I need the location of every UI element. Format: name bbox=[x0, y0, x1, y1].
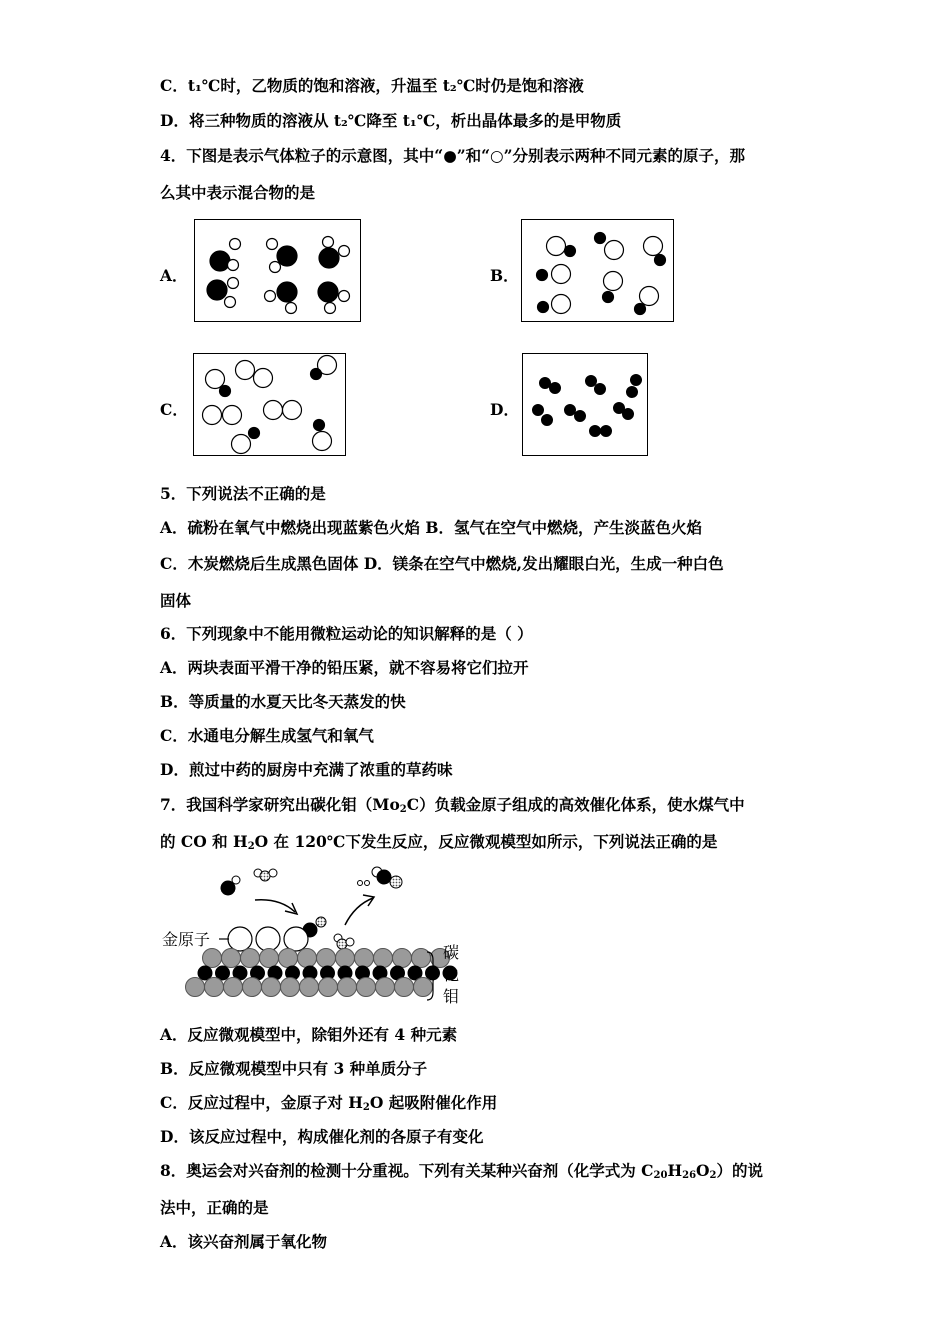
q7-option-d: D．该反应过程中，构成催化剂的各原子有变化 bbox=[160, 1127, 484, 1146]
molybdenum-atom bbox=[338, 978, 357, 997]
gold-atom-label: 金原子 bbox=[162, 930, 211, 949]
q5-options-cd: C．木炭燃烧后生成黑色固体 D．镁条在空气中燃烧,发出耀眼白光，生成一种白色 bbox=[160, 554, 724, 573]
molybdenum-atom bbox=[222, 949, 241, 968]
q4-stem-line2: 么其中表示混合物的是 bbox=[160, 183, 316, 202]
molecule-diagram-b bbox=[522, 220, 675, 323]
molybdenum-atom bbox=[412, 949, 431, 968]
q4-figure-d bbox=[522, 353, 648, 456]
molybdenum-atom bbox=[393, 949, 412, 968]
q3-option-d: D．将三种物质的溶液从 t₂℃降至 t₁℃，析出晶体最多的是甲物质 bbox=[160, 111, 622, 130]
q7-reaction-model-figure bbox=[155, 860, 475, 1014]
molybdenum-atom bbox=[336, 949, 355, 968]
q4-stem-line1: 4．下图是表示气体粒子的示意图，其中“●”和“○”分别表示两种不同元素的原子，那 bbox=[160, 146, 745, 165]
molybdenum-atom bbox=[262, 978, 281, 997]
molybdenum-atom bbox=[243, 978, 262, 997]
molybdenum-atom bbox=[376, 978, 395, 997]
molecule-diagram-d bbox=[523, 354, 649, 457]
molybdenum-atom bbox=[300, 978, 319, 997]
molybdenum-atom bbox=[357, 978, 376, 997]
molybdenum-atom bbox=[279, 949, 298, 968]
molybdenum-atom bbox=[281, 978, 300, 997]
q7-option-a: A．反应微观模型中，除钼外还有 4 种元素 bbox=[160, 1025, 458, 1044]
molybdenum-atom bbox=[414, 978, 433, 997]
q7-stem-line1: 7．我国科学家研究出碳化钼$(Mo_2C)$负载金原子组成的高效催化体系，使水煤气中 bbox=[160, 795, 745, 815]
q3-option-c: C．t₁℃时，乙物质的饱和溶液，升温至 t₂℃时仍是饱和溶液 bbox=[160, 76, 584, 95]
q8-option-a: A．该兴奋剂属于氧化物 bbox=[160, 1232, 328, 1251]
molybdenum-atom bbox=[319, 978, 338, 997]
q8-stem-line2: 法中，正确的是 bbox=[160, 1198, 269, 1217]
molecule-diagram-a bbox=[195, 220, 362, 323]
molybdenum-atom bbox=[224, 978, 243, 997]
mo-label-char1: 碳 bbox=[443, 943, 460, 962]
q7-option-c: C．反应过程中，金原子对 $H_2O$ 起吸附催化作用 bbox=[160, 1093, 498, 1113]
molybdenum-atom bbox=[205, 978, 224, 997]
molybdenum-atom bbox=[260, 949, 279, 968]
q4-label-d: D． bbox=[490, 400, 519, 419]
catalyst-diagram bbox=[155, 860, 475, 1010]
q6-option-c: C．水通电分解生成氢气和氧气 bbox=[160, 726, 374, 745]
molybdenum-atom bbox=[317, 949, 336, 968]
molybdenum-atom bbox=[186, 978, 205, 997]
molybdenum-atom bbox=[374, 949, 393, 968]
molecule-diagram-c bbox=[194, 354, 347, 457]
q4-figure-a bbox=[194, 219, 361, 322]
q8-stem-line1: 8．奥运会对兴奋剂的检测十分重视。下列有关某种兴奋剂（化学式为 $C_{20}H_{26}O_2$）的说 bbox=[160, 1161, 764, 1181]
q7-option-b: B．反应微观模型中只有 3 种单质分子 bbox=[160, 1059, 428, 1078]
q6-option-b: B．等质量的水夏天比冬天蒸发的快 bbox=[160, 692, 406, 711]
q6-stem: 6．下列现象中不能用微粒运动论的知识解释的是（ ） bbox=[160, 624, 533, 643]
q6-option-d: D．煎过中药的厨房中充满了浓重的草药味 bbox=[160, 760, 453, 779]
mo-label-char3: 钼 bbox=[443, 987, 460, 1006]
molybdenum-atom bbox=[355, 949, 374, 968]
molybdenum-atom bbox=[298, 949, 317, 968]
molybdenum-atom bbox=[395, 978, 414, 997]
mo-label-char2: 化 bbox=[443, 965, 460, 984]
q4-label-b: B． bbox=[490, 266, 519, 285]
molybdenum-atom bbox=[203, 949, 222, 968]
q6-option-a: A．两块表面平滑干净的铅压紧，就不容易将它们拉开 bbox=[160, 658, 529, 677]
q4-figure-c bbox=[193, 353, 346, 456]
q4-label-c: C． bbox=[160, 400, 188, 419]
q5-options-cd-cont: 固体 bbox=[160, 591, 192, 610]
q5-options-ab: A．硫粉在氧气中燃烧出现蓝紫色火焰 B．氢气在空气中燃烧，产生淡蓝色火焰 bbox=[160, 518, 703, 537]
q4-label-a: A． bbox=[160, 266, 188, 285]
q7-stem-line2: 的 CO 和 $H_2O$ 在 120℃下发生反应，反应微观模型如所示，下列说法正确的是 bbox=[160, 832, 718, 852]
q5-stem: 5．下列说法不正确的是 bbox=[160, 484, 326, 503]
q4-figure-b bbox=[521, 219, 674, 322]
molybdenum-atom bbox=[241, 949, 260, 968]
